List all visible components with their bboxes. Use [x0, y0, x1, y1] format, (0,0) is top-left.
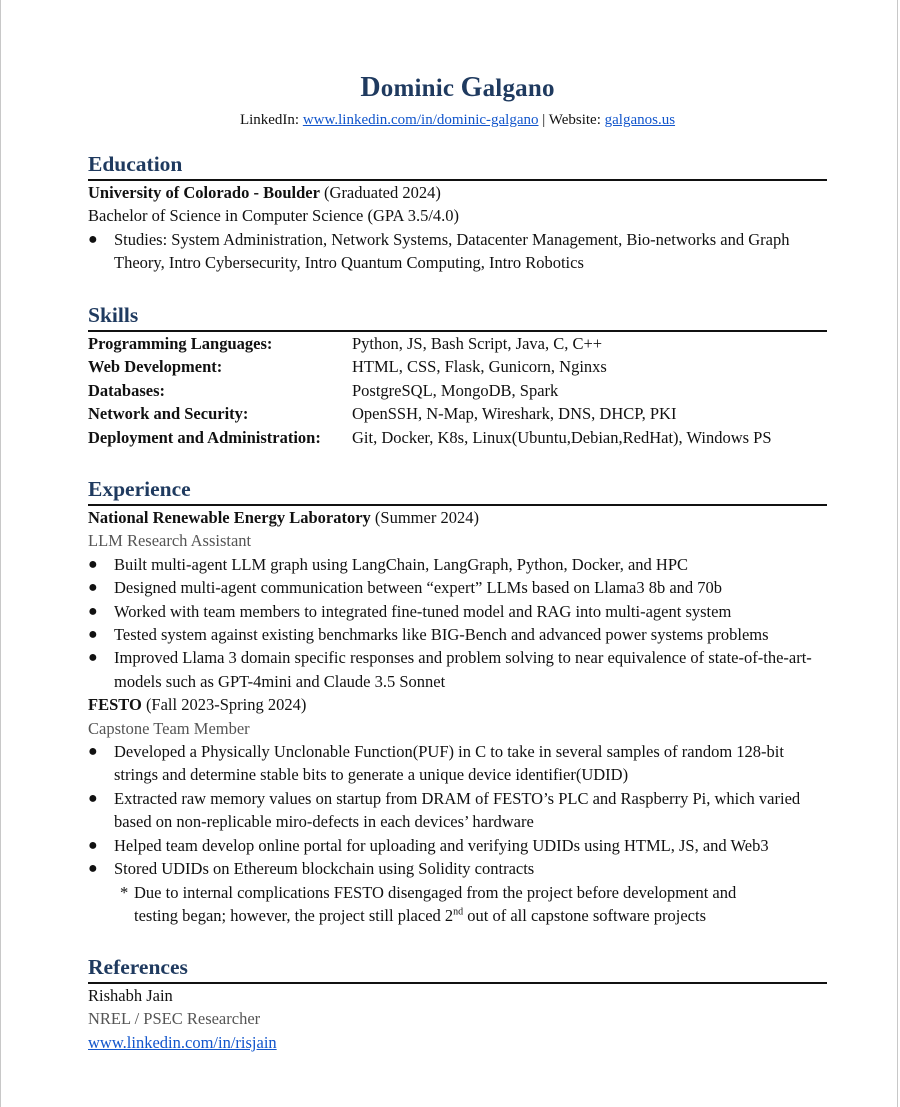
website-link[interactable]: galganos.us — [604, 112, 676, 128]
list-item — [88, 787, 827, 834]
bullet-icon: ● — [88, 649, 98, 667]
skill-value: Python, JS, Bash Script, Java, C, C++ — [352, 334, 603, 353]
bullet-text: Worked with team members to integrated fine-tuned model and RAG into multi-agent system — [114, 601, 732, 621]
bullet-text: Tested system against existing benchmarks like BIG-Bench and advanced power systems problems — [114, 625, 769, 645]
reference-linkedin-link[interactable]: www.linkedin.com/in/risjain — [88, 1032, 277, 1052]
degree-line: Bachelor of Science in Computer Science (GPA 3.5/4.0) — [88, 206, 460, 226]
bullet-text: Stored UDIDs on Ethereum blockchain using Solidity contracts — [114, 859, 535, 879]
skill-row — [88, 426, 827, 449]
project-footnote — [88, 881, 827, 928]
contact-separator: | — [542, 112, 546, 128]
bullet-icon: ● — [88, 860, 98, 878]
skill-row — [88, 355, 827, 378]
employer-name: FESTO — [88, 695, 142, 715]
graduation-note: (Graduated 2024) — [324, 183, 441, 202]
list-item — [88, 623, 827, 646]
skill-label: Network and Security: — [88, 404, 249, 424]
list-item — [88, 857, 827, 880]
name-initial-last: G — [460, 72, 483, 103]
list-item — [88, 600, 827, 623]
footnote-asterisk: * — [120, 882, 129, 902]
linkedin-link[interactable]: www.linkedin.com/in/dominic-galgano — [302, 112, 539, 128]
bullet-icon: ● — [88, 230, 98, 248]
job-period: (Fall 2023-Spring 2024) — [145, 695, 307, 715]
skill-label: Databases: — [88, 380, 165, 400]
name-initial-first: D — [360, 72, 381, 103]
references-heading: References — [88, 955, 188, 979]
bullet-icon: ● — [88, 579, 98, 597]
skill-row — [88, 402, 827, 425]
reference-position: NREL / PSEC Researcher — [88, 1009, 261, 1029]
bullet-text: Designed multi-agent communication between “expert” LLMs based on Llama3 8b and 70b — [114, 578, 723, 598]
education-school-line — [88, 181, 827, 204]
ordinal-suffix: nd — [453, 906, 464, 918]
education-bullets — [88, 228, 827, 275]
bullet-text: Built multi-agent LLM graph using LangChain, LangGraph, Python, Docker, and HPC — [114, 554, 689, 574]
skill-row — [88, 379, 827, 402]
skill-label: Deployment and Administration: — [88, 427, 321, 447]
skills-table — [88, 332, 827, 449]
education-section — [88, 151, 827, 275]
skills-heading: Skills — [88, 303, 139, 327]
skill-label: Programming Languages: — [88, 334, 273, 353]
employer-name: National Renewable Energy Laboratory — [88, 508, 371, 527]
list-item — [88, 576, 827, 599]
linkedin-label: LinkedIn: — [239, 112, 300, 128]
skill-value: Git, Docker, K8s, Linux(Ubuntu,Debian,RedHat), Windows PS — [352, 427, 772, 447]
website-label: Website: — [548, 112, 601, 128]
references-section — [88, 954, 827, 1054]
experience-section — [88, 476, 827, 927]
skill-value: HTML, CSS, Flask, Gunicorn, Nginxs — [352, 357, 607, 377]
footnote-text: out of all capstone software projects — [463, 905, 706, 925]
list-item — [88, 740, 827, 787]
list-item — [88, 834, 827, 857]
school-name: University of Colorado - Boulder — [88, 183, 320, 202]
bullet-icon: ● — [88, 836, 98, 854]
name-first-rest: ominic — [380, 75, 455, 102]
reference-name: Rishabh Jain — [88, 986, 173, 1005]
skills-section — [88, 302, 827, 449]
job-role: LLM Research Assistant — [88, 531, 252, 551]
candidate-name — [88, 72, 827, 104]
job-bullets — [88, 740, 827, 880]
job-header — [88, 693, 827, 716]
job-role: Capstone Team Member — [88, 718, 250, 738]
bullet-text: Improved Llama 3 domain specific responses and problem solving to near equivalence of state-of-the-art-models such as GPT-4mini and Claude 3.5 Sonnet — [114, 648, 812, 691]
skill-row — [88, 332, 827, 355]
name-last-rest: algano — [482, 75, 555, 102]
footnote-text: testing began; however, the project still placed 2 — [134, 905, 454, 925]
bullet-icon: ● — [88, 555, 98, 573]
skill-value: PostgreSQL, MongoDB, Spark — [352, 380, 559, 400]
bullet-icon: ● — [88, 626, 98, 644]
contact-line — [88, 111, 827, 129]
bullet-icon: ● — [88, 602, 98, 620]
job-header — [88, 506, 827, 529]
bullet-text: Studies: System Administration, Network Systems, Datacenter Management, Bio-networks and Graph Theory, Intro Cybersecurity, Intro Quantum Computing, Intro Robotics — [114, 229, 790, 273]
footnote-line — [134, 904, 827, 927]
list-item — [88, 228, 827, 275]
job-period: (Summer 2024) — [374, 508, 479, 527]
bullet-text: Helped team develop online portal for uploading and verifying UDIDs using HTML, JS, and Web3 — [114, 835, 769, 855]
bullet-text: Extracted raw memory values on startup from DRAM of FESTO’s PLC and Raspberry Pi, which varied based on non-replicable miro-defects in each devices’ hardware — [114, 788, 801, 832]
skill-label: Web Development: — [88, 357, 223, 377]
bullet-icon: ● — [88, 789, 98, 807]
job-bullets — [88, 553, 827, 693]
footnote-line: Due to internal complications FESTO disengaged from the project before development and — [134, 882, 737, 902]
experience-heading: Experience — [88, 477, 191, 501]
bullet-icon: ● — [88, 743, 98, 761]
skill-value: OpenSSH, N-Map, Wireshark, DNS, DHCP, PKI — [352, 404, 677, 424]
list-item — [88, 646, 827, 693]
bullet-text: Developed a Physically Unclonable Function(PUF) in C to take in several samples of random 128-bit strings and determine stable bits to generate a unique device identifier(UDID) — [114, 742, 784, 785]
education-heading: Education — [88, 152, 183, 176]
list-item — [88, 553, 827, 576]
